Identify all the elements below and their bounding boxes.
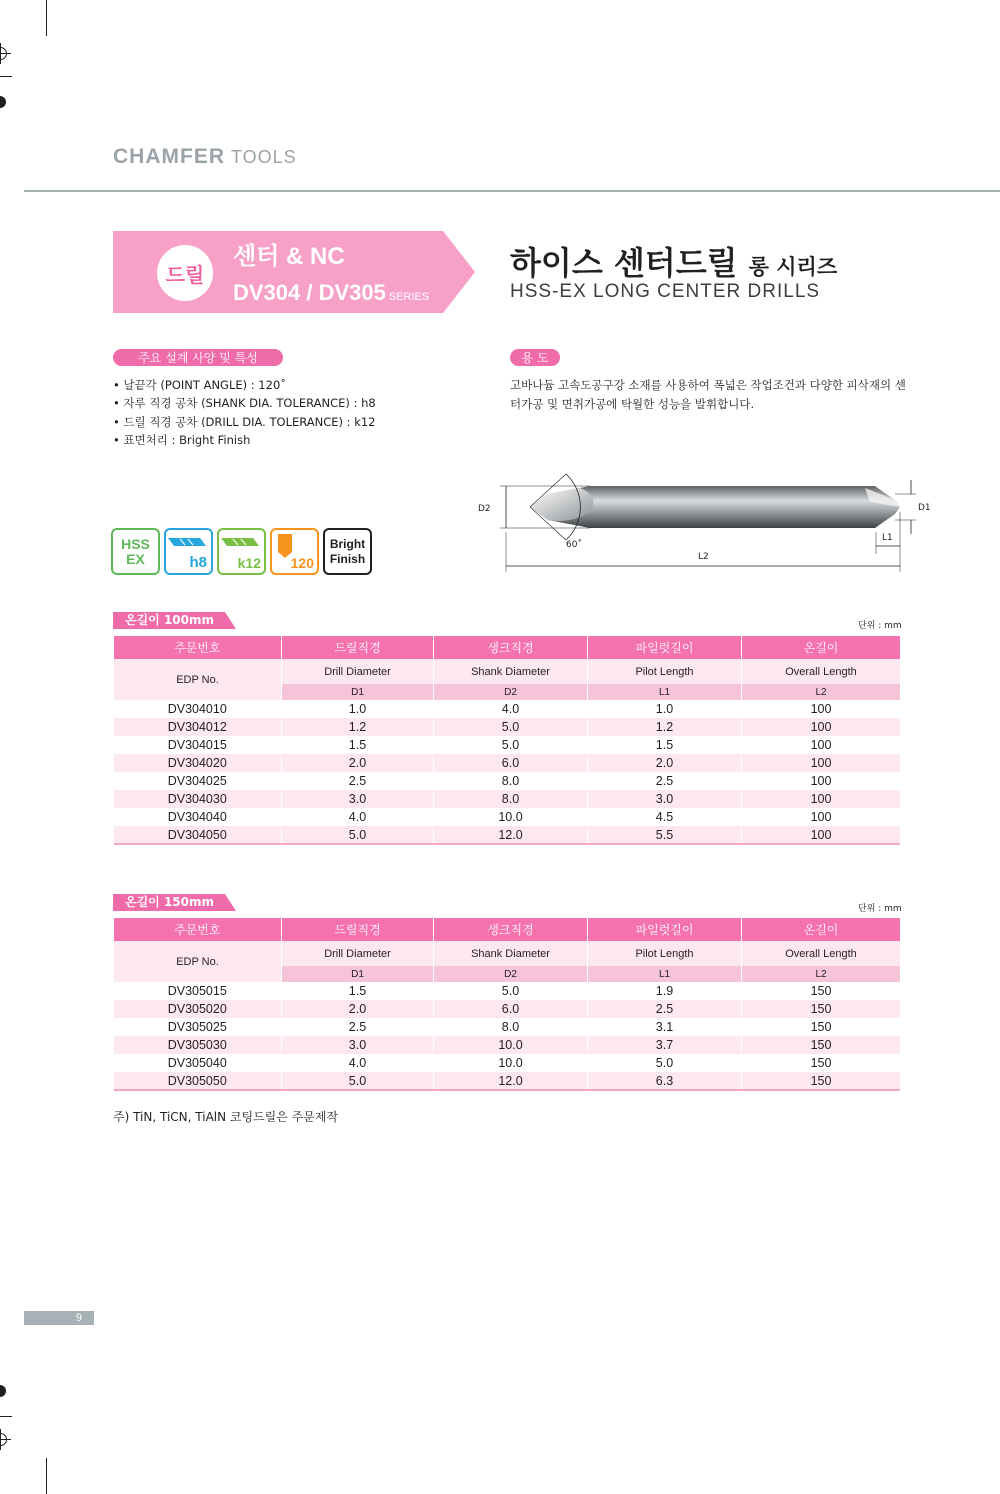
- crop-mark: [0, 76, 12, 77]
- table1-unit: 단위 : mm: [858, 621, 902, 631]
- value-cell: 10.0: [434, 808, 588, 826]
- k12-tolerance-icon: [217, 528, 266, 575]
- value-cell: 1.5: [282, 736, 434, 754]
- col-header-symbol: L1: [588, 966, 742, 982]
- table-row: [114, 754, 901, 772]
- table-row: [114, 982, 901, 1000]
- table-row: [114, 1000, 901, 1018]
- col-header-en: Pilot Length: [588, 941, 742, 966]
- col-header-kr: 드릴직경: [282, 636, 434, 659]
- col-header-en: Drill Diameter: [282, 941, 434, 966]
- spec-item: • 드릴 직경 공차 (DRILL DIA. TOLERANCE) : k12: [113, 413, 376, 431]
- value-cell: 1.2: [588, 718, 742, 736]
- value-cell: 100: [742, 808, 901, 826]
- col-header-symbol: D2: [434, 966, 588, 982]
- table-row: [114, 1018, 901, 1036]
- hss-icon-text: HSS: [121, 536, 150, 552]
- table2-label: [113, 894, 236, 911]
- value-cell: 12.0: [434, 826, 588, 844]
- series-main: DV304 / DV305: [233, 280, 386, 305]
- table1-label-text: 온길이 100mm: [125, 613, 215, 627]
- table-row: [114, 790, 901, 808]
- edp-cell: DV305015: [167, 984, 227, 998]
- spec-list: [113, 376, 376, 449]
- value-cell: 150: [742, 1054, 901, 1072]
- point-angle-icon: [270, 528, 319, 575]
- value-cell: 4.5: [588, 808, 742, 826]
- table-row: [114, 736, 901, 754]
- value-cell: 100: [742, 736, 901, 754]
- coating-note: 주) TiN, TiCN, TiAlN 코팅드릴은 주문제작: [113, 1110, 339, 1124]
- value-cell: 150: [742, 1018, 901, 1036]
- english-title: HSS-EX LONG CENTER DRILLS: [510, 281, 821, 302]
- crop-mark: [46, 0, 47, 36]
- value-cell: 8.0: [434, 772, 588, 790]
- table1-body: [114, 700, 901, 844]
- purpose-text: 고바나듐 고속도공구강 소재를 사용하여 폭넓은 작업조건과 다양한 피삭재의 센터가공 및 면취가공에 탁월한 성능을 발휘합니다.: [510, 378, 906, 411]
- value-cell: 6.0: [434, 754, 588, 772]
- ex-icon-text: EX: [126, 551, 145, 567]
- col-header-kr: 파일럿길이: [588, 918, 742, 941]
- col-header-kr: 드릴직경: [282, 918, 434, 941]
- table2: [113, 918, 900, 1091]
- feature-icons: [111, 528, 372, 575]
- value-cell: 3.0: [282, 790, 434, 808]
- value-cell: 2.5: [282, 1018, 434, 1036]
- value-cell: 5.0: [282, 1072, 434, 1090]
- col-header-kr: 온길이: [742, 918, 901, 941]
- spec-item: • 자루 직경 공차 (SHANK DIA. TOLERANCE) : h8: [113, 394, 376, 412]
- value-cell: 150: [742, 1036, 901, 1054]
- value-cell: 8.0: [434, 790, 588, 808]
- value-cell: 5.5: [588, 826, 742, 844]
- hss-ex-icon: [111, 528, 160, 575]
- header-light: TOOLS: [231, 147, 297, 167]
- k12-icon-text: k12: [237, 555, 261, 571]
- title-suffix: 롱 시리즈: [748, 255, 838, 279]
- series-suffix: SERIES: [388, 291, 430, 303]
- col-header-kr: 주문번호: [114, 918, 282, 941]
- value-cell: 3.0: [282, 1036, 434, 1054]
- label-l2: L2: [698, 552, 709, 562]
- page-number: 9: [24, 1311, 94, 1325]
- purpose-label: 용 도: [510, 349, 560, 366]
- col-header-kr: 생크직경: [434, 636, 588, 659]
- col-header-symbol: L2: [742, 684, 901, 700]
- specs-label: 주요 설계 사양 및 특성: [113, 349, 283, 366]
- finish-icon-text: Finish: [329, 552, 366, 566]
- section-header: [113, 145, 297, 169]
- registration-dot: [0, 1385, 6, 1397]
- value-cell: 3.1: [588, 1018, 742, 1036]
- badge-title: 센터 & NC: [233, 243, 345, 270]
- edp-cell: DV304012: [114, 718, 282, 736]
- table-row: [114, 826, 901, 844]
- product-badge: [113, 231, 475, 313]
- value-cell: 100: [742, 826, 901, 844]
- edp-header: EDP No.: [114, 659, 282, 700]
- col-header-symbol: L2: [742, 966, 901, 982]
- col-header-en: Pilot Length: [588, 659, 742, 684]
- crop-mark: [0, 1416, 12, 1417]
- value-cell: 3.0: [588, 790, 742, 808]
- edp-cell: DV304050: [114, 826, 282, 844]
- value-cell: 1.5: [588, 736, 742, 754]
- value-cell: 1.0: [588, 700, 742, 718]
- edp-cell: DV305030: [114, 1036, 282, 1054]
- table2-label-text: 온길이 150mm: [125, 895, 215, 909]
- edp-cell: DV305050: [114, 1072, 282, 1090]
- value-cell: 5.0: [282, 826, 434, 844]
- value-cell: 5.0: [434, 982, 588, 1000]
- value-cell: 3.7: [588, 1036, 742, 1054]
- col-header-symbol: D1: [282, 684, 434, 700]
- registration-mark: [0, 1433, 7, 1446]
- registration-dot: [0, 96, 6, 108]
- table1-label: [113, 612, 236, 629]
- col-header-en: Shank Diameter: [434, 659, 588, 684]
- label-l1: L1: [882, 533, 893, 543]
- value-cell: 12.0: [434, 1072, 588, 1090]
- table1: [113, 636, 900, 845]
- drill-drawing: [470, 462, 940, 577]
- value-cell: 2.5: [588, 772, 742, 790]
- edp-cell: DV305020: [114, 1000, 282, 1018]
- table-row: [114, 700, 901, 718]
- edp-header: EDP No.: [114, 941, 282, 982]
- label-angle: 60˚: [566, 540, 582, 550]
- table-row: [114, 808, 901, 826]
- value-cell: 6.3: [588, 1072, 742, 1090]
- table-row: [114, 1036, 901, 1054]
- value-cell: 4.0: [282, 808, 434, 826]
- value-cell: 150: [742, 1000, 901, 1018]
- value-cell: 4.0: [282, 1054, 434, 1072]
- spec-item: • 날끝각 (POINT ANGLE) : 120˚: [113, 376, 376, 394]
- label-d2: D2: [478, 504, 491, 514]
- edp-cell: DV304025: [167, 774, 227, 788]
- edp-cell: DV304040: [167, 810, 227, 824]
- edp-cell: DV304015: [167, 738, 227, 752]
- registration-mark: [0, 47, 7, 60]
- col-header-en: Overall Length: [742, 659, 901, 684]
- table2-body: [114, 982, 901, 1090]
- label-d1: D1: [918, 503, 931, 513]
- value-cell: 100: [742, 790, 901, 808]
- value-cell: 4.0: [434, 700, 588, 718]
- title-main: 하이스 센터드릴: [510, 244, 738, 282]
- col-header-en: Overall Length: [742, 941, 901, 966]
- value-cell: 5.0: [434, 736, 588, 754]
- table-row: [114, 772, 901, 790]
- col-header-symbol: D1: [282, 966, 434, 982]
- value-cell: 5.0: [588, 1054, 742, 1072]
- header-bold: CHAMFER: [113, 145, 225, 168]
- value-cell: 100: [742, 718, 901, 736]
- edp-cell: DV305040: [167, 1056, 227, 1070]
- h8-tolerance-icon: [164, 528, 213, 575]
- badge-circle: 드릴: [157, 245, 213, 301]
- value-cell: 1.5: [282, 982, 434, 1000]
- value-cell: 150: [742, 1072, 901, 1090]
- col-header-kr: 생크직경: [434, 918, 588, 941]
- table-row: [114, 1072, 901, 1090]
- value-cell: 100: [742, 754, 901, 772]
- h8-icon-text: h8: [189, 554, 207, 571]
- value-cell: 2.0: [282, 754, 434, 772]
- col-header-symbol: L1: [588, 684, 742, 700]
- edp-cell: DV305025: [167, 1020, 227, 1034]
- value-cell: 6.0: [434, 1000, 588, 1018]
- col-header-en: Shank Diameter: [434, 941, 588, 966]
- value-cell: 10.0: [434, 1036, 588, 1054]
- badge-series: [233, 280, 429, 306]
- value-cell: 1.9: [588, 982, 742, 1000]
- col-header-kr: 주문번호: [114, 636, 282, 659]
- table2-unit: 단위 : mm: [858, 904, 902, 914]
- header-rule: [24, 190, 1000, 192]
- value-cell: 100: [742, 700, 901, 718]
- table-row: [114, 718, 901, 736]
- value-cell: 1.2: [282, 718, 434, 736]
- edp-cell: DV304020: [114, 754, 282, 772]
- bright-icon-text: Bright: [329, 537, 366, 551]
- crop-mark: [46, 1458, 47, 1494]
- value-cell: 5.0: [434, 718, 588, 736]
- value-cell: 2.0: [588, 754, 742, 772]
- value-cell: 2.0: [282, 1000, 434, 1018]
- value-cell: 2.5: [588, 1000, 742, 1018]
- edp-cell: DV304010: [167, 702, 227, 716]
- col-header-symbol: D2: [434, 684, 588, 700]
- value-cell: 150: [742, 982, 901, 1000]
- spec-item: • 표면처리 : Bright Finish: [113, 431, 376, 449]
- value-cell: 10.0: [434, 1054, 588, 1072]
- col-header-kr: 파일럿길이: [588, 636, 742, 659]
- value-cell: 100: [742, 772, 901, 790]
- value-cell: 2.5: [282, 772, 434, 790]
- col-header-en: Drill Diameter: [282, 659, 434, 684]
- angle-icon-text: 120: [290, 555, 314, 571]
- bright-finish-icon: [323, 528, 372, 575]
- value-cell: 8.0: [434, 1018, 588, 1036]
- page-title: [510, 238, 837, 284]
- table-row: [114, 1054, 901, 1072]
- col-header-kr: 온길이: [742, 636, 901, 659]
- edp-cell: DV304030: [114, 790, 282, 808]
- value-cell: 1.0: [282, 700, 434, 718]
